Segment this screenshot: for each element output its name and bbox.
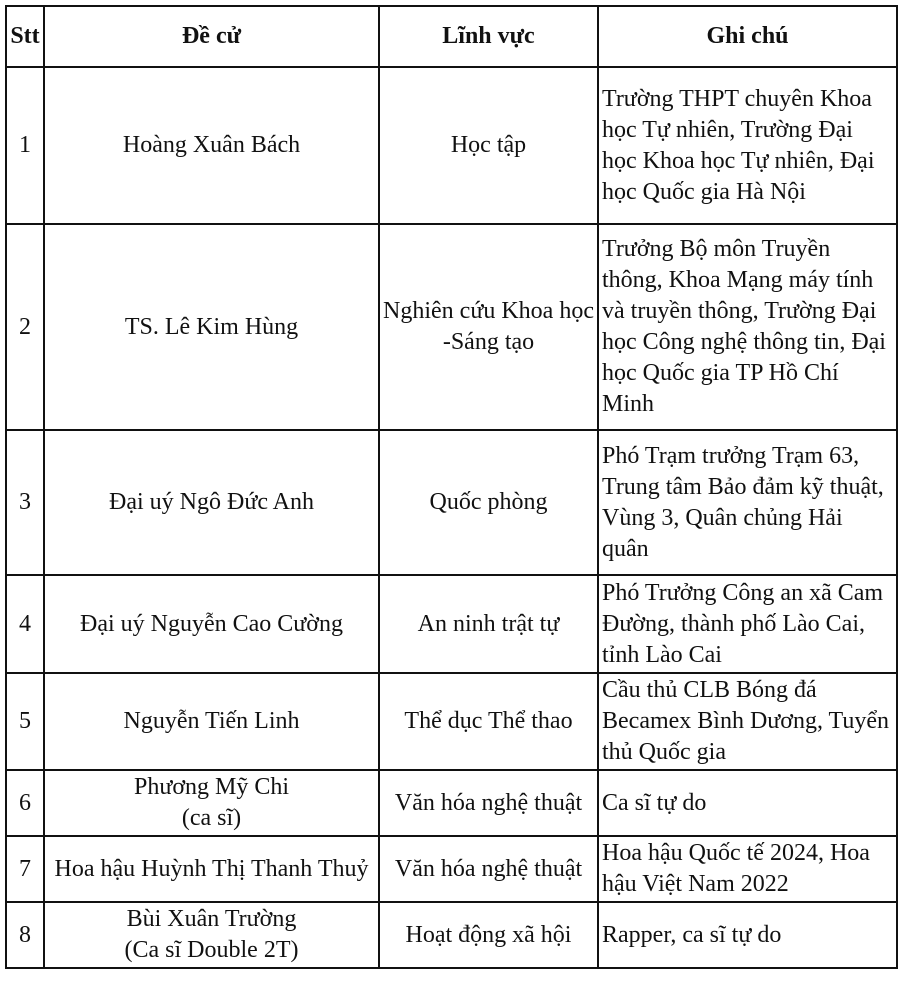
table-row <box>6 836 897 902</box>
nominee-table <box>5 5 898 969</box>
header-stt: Stt <box>6 6 44 67</box>
nominee-note: Cầu thủ CLB Bóng đá Becamex Bình Dương, Tuyển thủ Quốc gia <box>598 673 897 770</box>
nominee-note: Trường THPT chuyên Khoa học Tự nhiên, Trường Đại học Khoa học Tự nhiên, Đại học Quốc gia Hà Nội <box>598 67 897 224</box>
row-number: 7 <box>6 836 44 902</box>
nominee-name-line: TS. Lê Kim Hùng <box>124 313 299 340</box>
nominee-name-line: Hoàng Xuân Bách <box>122 132 301 158</box>
nominee-field <box>379 770 598 836</box>
nominee-note: Rapper, ca sĩ tự do <box>598 902 897 968</box>
nominee-field-line: Học tập <box>450 132 527 158</box>
nominee-name-line: Hoa hậu Huỳnh Thị Thanh Thuỷ <box>54 855 369 882</box>
nominee-name-line: Đại uý Ngô Đức Anh <box>109 489 314 515</box>
table-row <box>6 575 897 673</box>
row-number: 5 <box>6 673 44 770</box>
row-number: 4 <box>6 575 44 673</box>
nominee-note: Phó Trạm trưởng Trạm 63, Trung tâm Bảo đảm kỹ thuật, Vùng 3, Quân chủng Hải quân <box>598 430 897 575</box>
nominee-field-line: Văn hóa nghệ thuật <box>394 855 583 882</box>
table-row <box>6 673 897 770</box>
nominee-note: Phó Trưởng Công an xã Cam Đường, thành phố Lào Cai, tỉnh Lào Cai <box>598 575 897 673</box>
row-number: 1 <box>6 67 44 224</box>
nominee-note: Ca sĩ tự do <box>598 770 897 836</box>
nominee-field <box>379 430 598 575</box>
nominee-field-line: Văn hóa nghệ thuật <box>394 789 583 816</box>
nominee-name <box>44 770 379 836</box>
nominee-field <box>379 575 598 673</box>
nominee-field-line: Quốc phòng <box>429 489 548 515</box>
nominee-note: Hoa hậu Quốc tế 2024, Hoa hậu Việt Nam 2022 <box>598 836 897 902</box>
nominee-name <box>44 430 379 575</box>
nominee-name-line: Phương Mỹ Chi <box>133 774 290 800</box>
header-nominee: Đề cử <box>44 6 379 67</box>
nominee-field <box>379 673 598 770</box>
nominee-name <box>44 575 379 673</box>
table-row <box>6 770 897 836</box>
nominee-name-line: Bùi Xuân Trường <box>126 906 297 932</box>
table-row <box>6 902 897 968</box>
nominee-field <box>379 836 598 902</box>
table-row <box>6 224 897 430</box>
header-field: Lĩnh vực <box>379 6 598 67</box>
table-row <box>6 67 897 224</box>
nominee-field-line: Nghiên cứu Khoa học -Sáng tạo <box>383 298 594 355</box>
nominee-name <box>44 224 379 430</box>
nominee-name <box>44 67 379 224</box>
nominee-field <box>379 902 598 968</box>
nominee-name-line: (Ca sĩ Double 2T) <box>124 937 299 963</box>
nominee-name-line: (ca sĩ) <box>181 805 242 831</box>
nominee-note: Trưởng Bộ môn Truyền thông, Khoa Mạng máy tính và truyền thông, Trường Đại học Công nghệ thông tin, Đại học Quốc gia TP Hồ Chí Minh <box>598 224 897 430</box>
nominee-field-line: An ninh trật tự <box>417 610 560 637</box>
nominee-name <box>44 673 379 770</box>
header-note: Ghi chú <box>598 6 897 67</box>
nominee-field <box>379 224 598 430</box>
nominee-field-line: Hoạt động xã hội <box>405 921 572 948</box>
table-row <box>6 430 897 575</box>
nominee-field <box>379 67 598 224</box>
row-number: 8 <box>6 902 44 968</box>
nominee-name <box>44 836 379 902</box>
nominee-name-line: Đại uý Nguyễn Cao Cường <box>79 610 343 637</box>
row-number: 2 <box>6 224 44 430</box>
nominee-field-line: Thể dục Thể thao <box>404 708 573 734</box>
nominee-name <box>44 902 379 968</box>
nominee-name-line: Nguyễn Tiến Linh <box>123 708 300 734</box>
row-number: 3 <box>6 430 44 575</box>
row-number: 6 <box>6 770 44 836</box>
header-row <box>6 6 897 67</box>
